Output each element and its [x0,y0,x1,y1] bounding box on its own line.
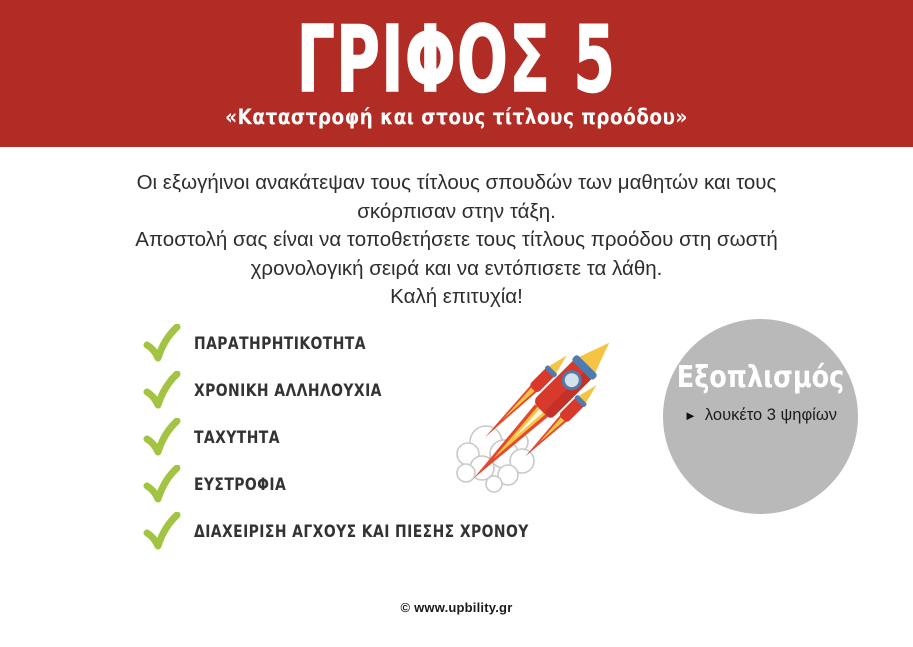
skill-label: ΔΙΑΧΕΙΡΙΣΗ ΑΓΧΟΥΣ ΚΑΙ ΠΙΕΣΗΣ ΧΡΟΝΟΥ [194,521,529,542]
copyright-text: © www.upbility.gr [400,600,513,615]
skill-label: ΤΑΧΥΤΗΤΑ [194,427,280,448]
play-arrow-icon: ► [684,408,697,423]
mission-text [0,169,913,312]
checkmark-icon [143,324,181,364]
checkmark-icon [143,418,181,458]
mission-line: χρονολογική σειρά και να εντόπισετε τα λάθη. [250,256,663,280]
skill-label: ΠΑΡΑΤΗΡΗΤΙΚΟΤΗΤΑ [194,333,366,354]
checkmark-icon [143,465,181,505]
checkmark-icon [143,512,181,552]
header-band [0,0,913,147]
footer [0,600,913,615]
mission-line: σκόρπισαν στην τάξη. [357,199,556,223]
rocket-illustration [452,330,632,495]
equipment-title: Εξοπλισμός [676,360,845,395]
page-title: ΓΡΙΦΟΣ 5 [296,6,617,113]
page-subtitle: «Καταστροφή και στους τίτλους προόδου» [225,105,688,129]
mission-line: Οι εξωγήινοι ανακάτεψαν τους τίτλους σπουδών των μαθητών και τους [136,171,777,194]
skill-label: ΕΥΣΤΡΟΦΙΑ [194,474,287,495]
equipment-item [684,406,837,425]
skill-label: ΧΡΟΝΙΚΗ ΑΛΛΗΛΟΥΧΙΑ [194,380,382,401]
skill-item [143,508,602,555]
mission-line: Αποστολή σας είναι να τοποθετήσετε τους τίτλους προόδου στη σωστή [135,228,778,252]
mission-line: Καλή επιτυχία! [390,285,523,309]
equipment-circle [663,319,858,514]
rocket-launch-graphic [452,330,632,495]
equipment-item-label: λουκέτο 3 ψηφίων [704,406,837,424]
checkmark-icon [143,371,181,411]
